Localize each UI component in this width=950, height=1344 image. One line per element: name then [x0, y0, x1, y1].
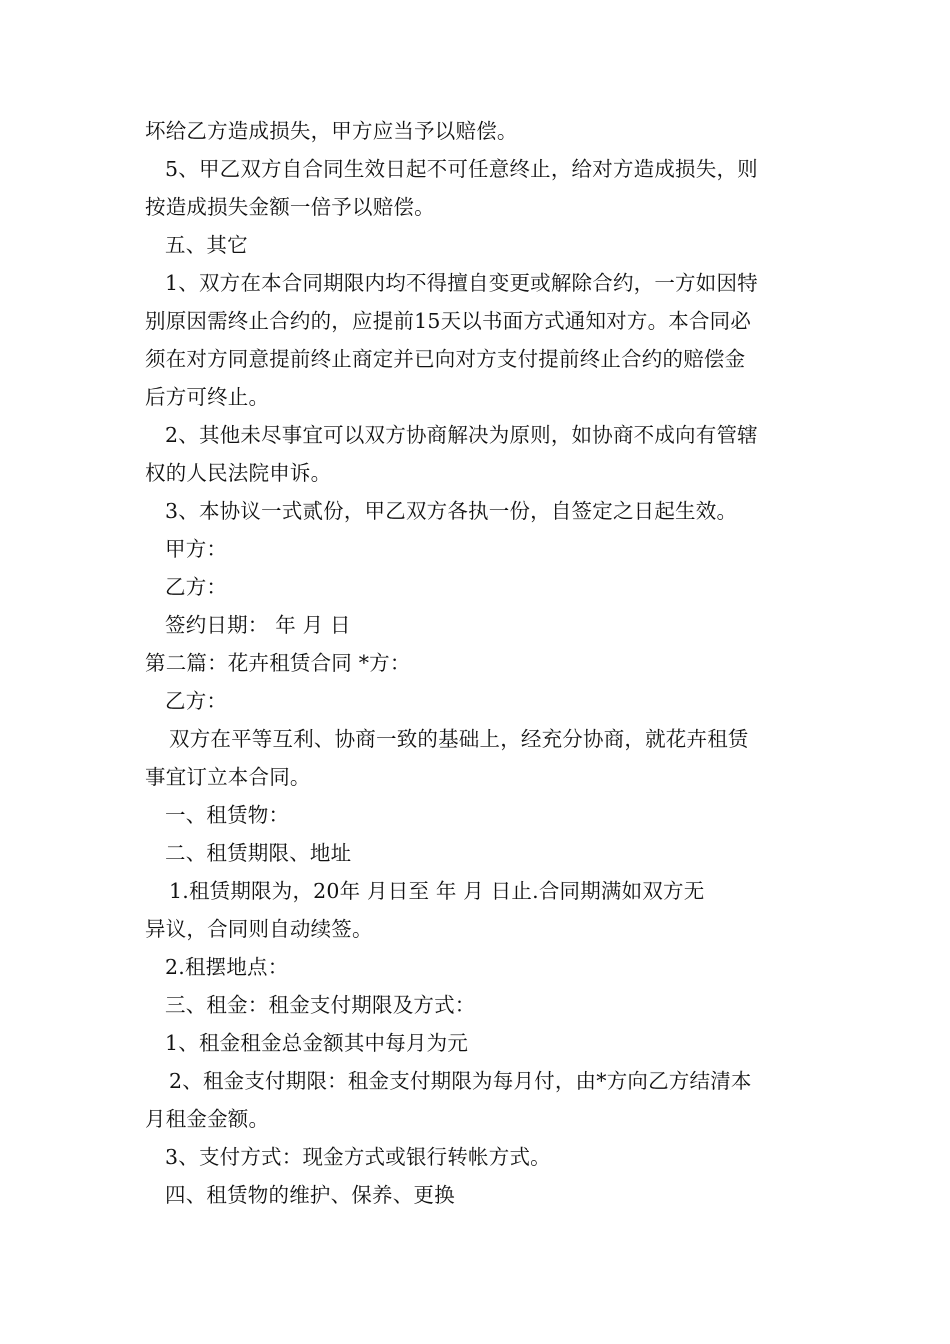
section-heading: 五、其它 — [165, 233, 248, 257]
section-heading: 四、租赁物的维护、保养、更换 — [165, 1183, 455, 1207]
text-line: 别原因需终止合约的，应提前15天以书面方式通知对方。本合同必 — [145, 309, 752, 333]
text-line: 异议，合同则自动续签。 — [145, 917, 373, 941]
text-line: 1、双方在本合同期限内均不得擅自变更或解除合约，一方如因特 — [165, 271, 758, 295]
text-line: 3、本协议一式贰份，甲乙双方各执一份，自签定之日起生效。 — [165, 499, 738, 523]
text-line: 双方在平等互利、协商一致的基础上，经充分协商，就花卉租赁 — [169, 727, 749, 751]
chapter-title: 第二篇：花卉租赁合同 *方： — [145, 651, 411, 675]
text-line: 坏给乙方造成损失，甲方应当予以赔偿。 — [145, 119, 518, 143]
text-line: 1.租赁期限为，20年 月日至 年 月 日止.合同期满如双方无 — [169, 879, 705, 903]
text-line: 2、租金支付期限：租金支付期限为每月付，由*方向乙方结清本 — [169, 1069, 752, 1093]
text-line: 按造成损失金额一倍予以赔偿。 — [145, 195, 435, 219]
party-a-label: 甲方： — [165, 537, 228, 561]
text-line: 后方可终止。 — [145, 385, 270, 409]
party-b-label: 乙方： — [165, 575, 228, 599]
text-line: 事宜订立本合同。 — [145, 765, 311, 789]
text-line: 1、租金租金总金额其中每月为元 — [165, 1031, 469, 1055]
document-page — [145, 112, 815, 1214]
party-b-label: 乙方： — [165, 689, 228, 713]
signing-date-label: 签约日期： 年 月 日 — [165, 613, 351, 637]
section-heading: 二、租赁期限、地址 — [165, 841, 352, 865]
text-line: 2.租摆地点： — [165, 955, 289, 979]
text-line: 月租金金额。 — [145, 1107, 270, 1131]
text-line: 2、其他未尽事宜可以双方协商解决为原则，如协商不成向有管辖 — [165, 423, 758, 447]
section-heading: 一、租赁物： — [165, 803, 290, 827]
section-heading: 三、租金：租金支付期限及方式： — [165, 993, 476, 1017]
text-line: 3、支付方式：现金方式或银行转帐方式。 — [165, 1145, 551, 1169]
text-line: 5、甲乙双方自合同生效日起不可任意终止，给对方造成损失，则 — [165, 157, 758, 181]
text-line: 权的人民法院申诉。 — [145, 461, 332, 485]
text-line: 须在对方同意提前终止商定并已向对方支付提前终止合约的赔偿金 — [145, 347, 746, 371]
